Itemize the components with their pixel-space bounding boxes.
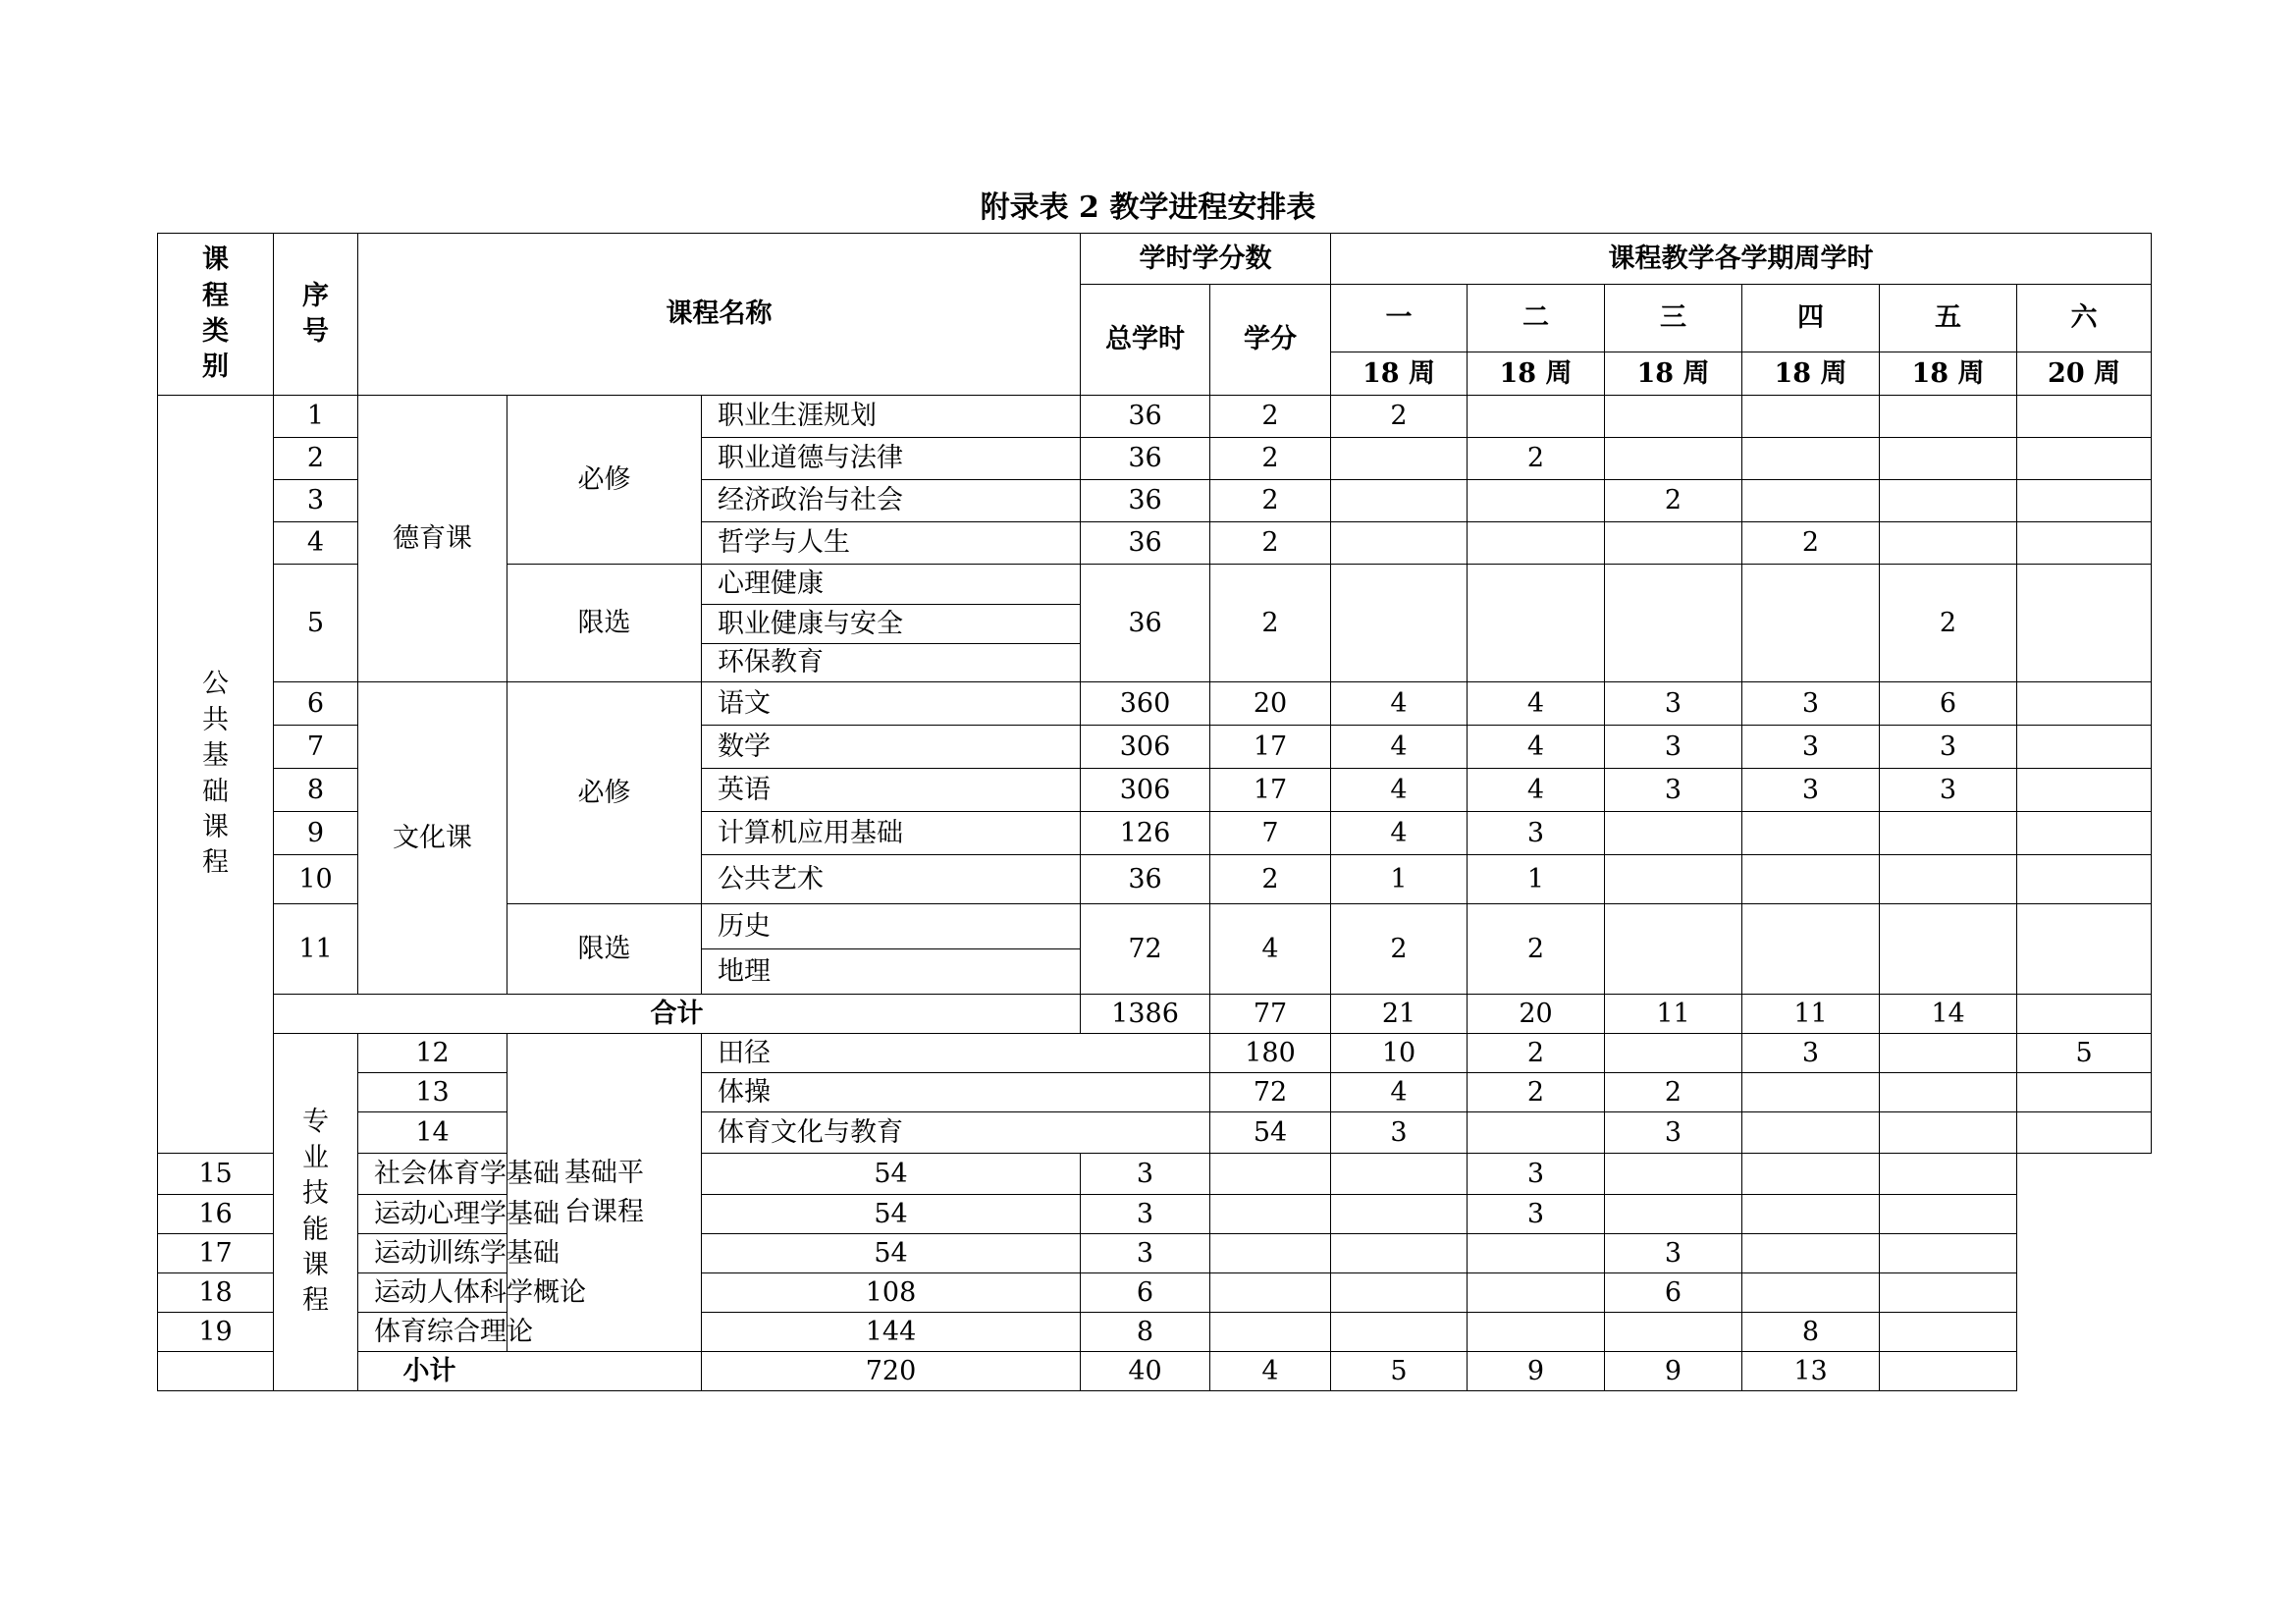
term-cell xyxy=(1331,1234,1468,1273)
table-row xyxy=(158,1313,2152,1352)
credits-cell: 2 xyxy=(1210,480,1331,522)
course-name-cell: 公共艺术 xyxy=(702,855,1081,904)
seq-cell: 3 xyxy=(274,480,358,522)
term-cell xyxy=(1331,1313,1468,1352)
hours-cell: 180 xyxy=(1210,1034,1331,1073)
term-cell xyxy=(1880,522,2017,565)
term-cell: 4 xyxy=(1331,726,1468,769)
header-term: 五 xyxy=(1880,285,2017,352)
term-cell xyxy=(1880,1195,2017,1234)
term-cell xyxy=(1880,1034,2017,1073)
course-name-cell: 体育文化与教育 xyxy=(702,1112,1210,1154)
credits-cell: 6 xyxy=(1081,1273,1210,1313)
course-name-cell: 运动人体科学概论 xyxy=(358,1273,702,1313)
term-cell: 8 xyxy=(1742,1313,1880,1352)
category-professional: 专业技能课程 xyxy=(274,1034,358,1391)
group-culture: 文化课 xyxy=(358,682,507,995)
term-cell: 3 xyxy=(1605,769,1742,812)
header-seq: 序号 xyxy=(274,234,358,396)
seq-cell: 15 xyxy=(158,1154,274,1195)
term-cell: 20 xyxy=(1468,995,1605,1034)
term-cell: 4 xyxy=(1331,769,1468,812)
term-cell xyxy=(1880,1273,2017,1313)
category-public: 公共基础课程 xyxy=(158,396,274,1154)
credits-cell: 10 xyxy=(1331,1034,1468,1073)
table-row xyxy=(158,1234,2152,1273)
course-name-cell: 历史 xyxy=(702,904,1081,949)
hours-cell: 54 xyxy=(702,1154,1081,1195)
term-cell: 2 xyxy=(1880,565,2017,682)
term-cell xyxy=(1880,480,2017,522)
term-cell: 14 xyxy=(1880,995,2017,1034)
term-cell xyxy=(1742,396,1880,438)
seq-cell: 18 xyxy=(158,1273,274,1313)
hours-cell: 360 xyxy=(1081,682,1210,726)
hours-cell: 36 xyxy=(1081,565,1210,682)
subtotal-label: 小计 xyxy=(158,1352,702,1391)
term-cell xyxy=(1605,855,1742,904)
course-name-cell: 社会体育学基础 xyxy=(358,1154,702,1195)
term-cell xyxy=(1210,1273,1331,1313)
term-cell xyxy=(1880,1112,2017,1154)
group-foundation: 基础平台课程 xyxy=(507,1034,702,1352)
term-cell: 9 xyxy=(1468,1352,1605,1391)
term-cell xyxy=(1331,1273,1468,1313)
credits-cell: 2 xyxy=(1210,855,1331,904)
credits-cell: 8 xyxy=(1081,1313,1210,1352)
term-cell xyxy=(1880,438,2017,480)
term-cell xyxy=(1210,1195,1331,1234)
course-name-cell: 地理 xyxy=(702,949,1081,995)
hours-cell: 306 xyxy=(1081,726,1210,769)
header-term: 一 xyxy=(1331,285,1468,352)
hours-cell: 306 xyxy=(1081,769,1210,812)
term-cell xyxy=(1605,904,1742,995)
course-name-cell: 心理健康 xyxy=(702,565,1080,605)
credits-cell: 2 xyxy=(1210,522,1331,565)
term-cell: 2 xyxy=(1468,904,1605,995)
table-header xyxy=(158,234,2152,396)
term-cell xyxy=(1742,480,1880,522)
term-cell: 3 xyxy=(1742,1034,1880,1073)
header-term: 二 xyxy=(1468,285,1605,352)
credits-cell: 4 xyxy=(1210,904,1331,995)
course-name-cell: 职业生涯规划 xyxy=(702,396,1081,438)
hours-cell: 54 xyxy=(1210,1112,1331,1154)
term-cell xyxy=(1331,438,1468,480)
term-cell xyxy=(1605,812,1742,855)
term-cell: 3 xyxy=(1468,1195,1605,1234)
term-cell xyxy=(2017,438,2152,480)
seq-cell: 17 xyxy=(158,1234,274,1273)
header-total-hours: 总学时 xyxy=(1081,285,1210,396)
term-cell: 11 xyxy=(1605,995,1742,1034)
header-credits: 学分 xyxy=(1210,285,1331,396)
credits-cell: 3 xyxy=(1331,1112,1468,1154)
seq-cell: 4 xyxy=(274,522,358,565)
term-cell xyxy=(1880,396,2017,438)
hours-cell: 72 xyxy=(1081,904,1210,995)
course-name-cell: 数学 xyxy=(702,726,1081,769)
credits-cell: 4 xyxy=(1331,1073,1468,1112)
term-cell xyxy=(1468,480,1605,522)
term-cell xyxy=(1880,855,2017,904)
term-cell: 4 xyxy=(1468,682,1605,726)
hours-cell: 126 xyxy=(1081,812,1210,855)
seq-cell: 1 xyxy=(274,396,358,438)
term-cell: 9 xyxy=(1605,1352,1742,1391)
seq-cell: 14 xyxy=(358,1112,507,1154)
term-cell: 1 xyxy=(1331,855,1468,904)
type-elective: 限选 xyxy=(507,904,702,995)
table-row xyxy=(158,1073,2152,1112)
table-row xyxy=(158,1112,2152,1154)
header-term: 四 xyxy=(1742,285,1880,352)
term-cell: 2 xyxy=(1468,1034,1605,1073)
term-cell xyxy=(1605,1313,1742,1352)
course-name-cell: 体操 xyxy=(702,1073,1210,1112)
course-name-cell: 经济政治与社会 xyxy=(702,480,1081,522)
credits-cell: 2 xyxy=(1210,396,1331,438)
header-weekly-hours: 课程教学各学期周学时 xyxy=(1331,234,2152,285)
term-cell xyxy=(1468,1273,1605,1313)
credits-cell: 3 xyxy=(1081,1195,1210,1234)
term-cell: 4 xyxy=(1468,726,1605,769)
term-cell xyxy=(2017,480,2152,522)
seq-cell: 8 xyxy=(274,769,358,812)
header-course-name: 课程名称 xyxy=(358,234,1081,396)
term-cell xyxy=(2017,1112,2152,1154)
course-name-cell: 语文 xyxy=(702,682,1081,726)
credits-cell: 40 xyxy=(1081,1352,1210,1391)
term-cell: 3 xyxy=(1742,682,1880,726)
term-cell xyxy=(1468,522,1605,565)
header-term-weeks: 18 周 xyxy=(1331,352,1468,396)
term-cell xyxy=(1742,1154,1880,1195)
term-cell xyxy=(1605,522,1742,565)
term-cell: 3 xyxy=(1742,726,1880,769)
hours-cell: 144 xyxy=(702,1313,1081,1352)
term-cell: 4 xyxy=(1468,769,1605,812)
group-moral: 德育课 xyxy=(358,396,507,682)
term-cell: 3 xyxy=(1468,1154,1605,1195)
header-category: 课程类别 xyxy=(158,234,274,396)
header-term-weeks: 18 周 xyxy=(1880,352,2017,396)
term-cell xyxy=(1880,1234,2017,1273)
term-cell xyxy=(1331,1154,1468,1195)
term-cell xyxy=(1880,1154,2017,1195)
term-cell: 3 xyxy=(1468,812,1605,855)
hours-cell: 54 xyxy=(702,1234,1081,1273)
term-cell xyxy=(1605,396,1742,438)
term-cell: 13 xyxy=(1742,1352,1880,1391)
term-cell xyxy=(1742,904,1880,995)
seq-cell: 5 xyxy=(274,565,358,682)
term-cell: 1 xyxy=(1468,855,1605,904)
term-cell: 5 xyxy=(1331,1352,1468,1391)
term-cell: 2 xyxy=(1331,396,1468,438)
term-cell xyxy=(1742,1073,1880,1112)
course-name-cell: 体育综合理论 xyxy=(358,1313,702,1352)
course-name-cell: 职业健康与安全 xyxy=(702,605,1080,644)
header-term-weeks: 18 周 xyxy=(1605,352,1742,396)
term-cell: 6 xyxy=(1880,682,2017,726)
credits-cell: 77 xyxy=(1210,995,1331,1034)
term-cell xyxy=(1880,1313,2017,1352)
term-cell: 3 xyxy=(1880,726,2017,769)
term-cell: 2 xyxy=(1331,904,1468,995)
subtotal-row xyxy=(158,1352,2152,1391)
credits-cell: 3 xyxy=(1081,1154,1210,1195)
term-cell xyxy=(1880,812,2017,855)
header-term-weeks: 18 周 xyxy=(1742,352,1880,396)
term-cell xyxy=(1742,1195,1880,1234)
table-row xyxy=(158,1034,2152,1073)
term-cell xyxy=(1605,1034,1742,1073)
term-cell: 3 xyxy=(1605,682,1742,726)
term-cell: 3 xyxy=(1605,726,1742,769)
term-cell xyxy=(1210,1313,1331,1352)
term-cell: 3 xyxy=(1605,1112,1742,1154)
term-cell xyxy=(1468,396,1605,438)
header-term-weeks: 20 周 xyxy=(2017,352,2152,396)
term-cell xyxy=(1880,1352,2017,1391)
table-body xyxy=(158,396,2152,1391)
term-cell: 2 xyxy=(1605,480,1742,522)
total-row xyxy=(158,995,2152,1034)
total-label: 合计 xyxy=(274,995,1081,1034)
course-name-cell: 英语 xyxy=(702,769,1081,812)
seq-cell: 13 xyxy=(358,1073,507,1112)
credits-cell: 17 xyxy=(1210,769,1331,812)
hours-cell: 108 xyxy=(702,1273,1081,1313)
term-cell xyxy=(2017,855,2152,904)
seq-cell: 7 xyxy=(274,726,358,769)
term-cell xyxy=(1210,1234,1331,1273)
type-required: 必修 xyxy=(507,396,702,565)
term-cell xyxy=(1880,1073,2017,1112)
course-name-cell: 运动训练学基础 xyxy=(358,1234,702,1273)
credits-cell: 2 xyxy=(1210,565,1331,682)
term-cell xyxy=(1742,1234,1880,1273)
hours-cell: 36 xyxy=(1081,522,1210,565)
term-cell xyxy=(2017,995,2152,1034)
table-row xyxy=(158,1273,2152,1313)
header-term: 三 xyxy=(1605,285,1742,352)
term-cell xyxy=(1468,1313,1605,1352)
term-cell xyxy=(2017,396,2152,438)
term-cell xyxy=(1468,1234,1605,1273)
term-cell xyxy=(1742,438,1880,480)
term-cell xyxy=(2017,565,2152,682)
term-cell xyxy=(1331,1195,1468,1234)
course-name-cell: 田径 xyxy=(702,1034,1210,1073)
type-elective: 限选 xyxy=(507,565,702,682)
hours-cell: 36 xyxy=(1081,480,1210,522)
term-cell xyxy=(2017,522,2152,565)
seq-cell: 2 xyxy=(274,438,358,480)
term-cell xyxy=(1331,480,1468,522)
seq-cell: 11 xyxy=(274,904,358,995)
term-cell: 3 xyxy=(1880,769,2017,812)
course-name-cell: 哲学与人生 xyxy=(702,522,1081,565)
credits-cell: 7 xyxy=(1210,812,1331,855)
term-cell xyxy=(1468,1112,1605,1154)
term-cell: 4 xyxy=(1210,1352,1331,1391)
credits-cell: 17 xyxy=(1210,726,1331,769)
term-cell xyxy=(1605,1154,1742,1195)
schedule-table xyxy=(157,233,2152,1391)
hours-cell: 36 xyxy=(1081,396,1210,438)
term-cell xyxy=(1331,565,1468,682)
credits-cell: 20 xyxy=(1210,682,1331,726)
hours-cell: 54 xyxy=(702,1195,1081,1234)
hours-cell: 1386 xyxy=(1081,995,1210,1034)
elective-names-cell xyxy=(702,565,1081,682)
term-cell: 3 xyxy=(1605,1234,1742,1273)
term-cell: 2 xyxy=(1468,438,1605,480)
term-cell xyxy=(1880,904,2017,995)
term-cell xyxy=(1210,1154,1331,1195)
course-name-cell: 计算机应用基础 xyxy=(702,812,1081,855)
term-cell xyxy=(1605,565,1742,682)
seq-cell: 10 xyxy=(274,855,358,904)
course-name-cell: 职业道德与法律 xyxy=(702,438,1081,480)
header-term: 六 xyxy=(2017,285,2152,352)
term-cell: 4 xyxy=(1331,812,1468,855)
term-cell xyxy=(1742,565,1880,682)
term-cell: 6 xyxy=(1605,1273,1742,1313)
header-term-weeks: 18 周 xyxy=(1468,352,1605,396)
hours-cell: 72 xyxy=(1210,1073,1331,1112)
table-row xyxy=(158,682,2152,726)
term-cell xyxy=(1742,812,1880,855)
seq-cell: 12 xyxy=(358,1034,507,1073)
hours-cell: 720 xyxy=(702,1352,1081,1391)
term-cell xyxy=(2017,769,2152,812)
term-cell xyxy=(2017,904,2152,995)
table-row xyxy=(158,1154,2152,1195)
seq-cell: 9 xyxy=(274,812,358,855)
term-cell xyxy=(1331,522,1468,565)
term-cell xyxy=(1742,855,1880,904)
header-hours-credits: 学时学分数 xyxy=(1081,234,1331,285)
hours-cell: 36 xyxy=(1081,855,1210,904)
table-row xyxy=(158,1195,2152,1234)
seq-cell: 16 xyxy=(158,1195,274,1234)
term-cell: 2 xyxy=(1742,522,1880,565)
term-cell xyxy=(2017,682,2152,726)
term-cell: 21 xyxy=(1331,995,1468,1034)
term-cell xyxy=(2017,1073,2152,1112)
seq-cell: 6 xyxy=(274,682,358,726)
term-cell: 2 xyxy=(1605,1073,1742,1112)
term-cell: 3 xyxy=(1742,769,1880,812)
credits-cell: 2 xyxy=(1210,438,1331,480)
seq-cell: 19 xyxy=(158,1313,274,1352)
term-cell xyxy=(1605,1195,1742,1234)
term-cell xyxy=(2017,812,2152,855)
term-cell xyxy=(1605,438,1742,480)
course-name-cell: 环保教育 xyxy=(718,647,824,677)
hours-cell: 36 xyxy=(1081,438,1210,480)
term-cell xyxy=(2017,726,2152,769)
table-row xyxy=(158,396,2152,438)
type-required: 必修 xyxy=(507,682,702,904)
term-cell xyxy=(1742,1273,1880,1313)
course-name-cell: 运动心理学基础 xyxy=(358,1195,702,1234)
credits-cell: 3 xyxy=(1081,1234,1210,1273)
term-cell: 5 xyxy=(2017,1034,2152,1073)
term-cell xyxy=(1742,1112,1880,1154)
term-cell: 11 xyxy=(1742,995,1880,1034)
term-cell xyxy=(1468,565,1605,682)
document-title: 附录表 2 教学进程安排表 xyxy=(980,190,1316,225)
term-cell: 2 xyxy=(1468,1073,1605,1112)
term-cell: 4 xyxy=(1331,682,1468,726)
